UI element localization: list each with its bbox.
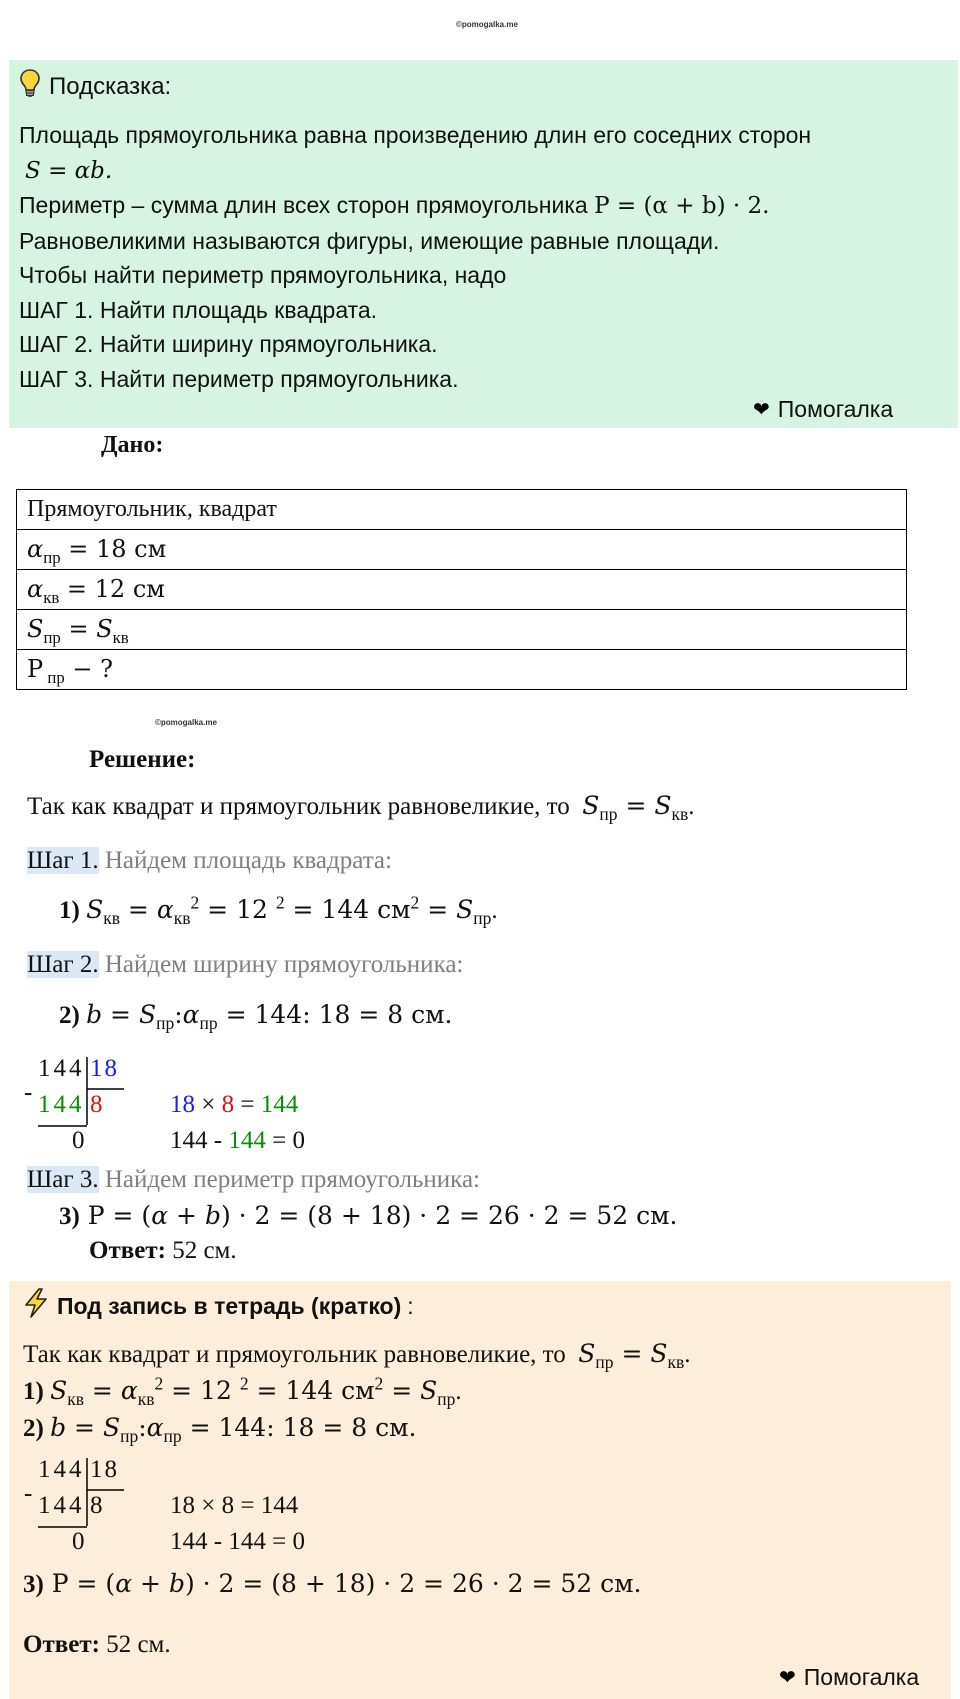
notebook-long-division: - 144 18 144 8 0 18 × 8 = 144 144 - 144 = 0 bbox=[24, 1456, 344, 1566]
lightbulb-icon bbox=[19, 68, 41, 105]
heart-icon: ❤ bbox=[779, 1667, 796, 1689]
hint-line-equal-area: Равновеликими называются фигуры, имеющие равные площади. bbox=[19, 227, 720, 254]
given-row: $\alpha_{кв} = 12$ см bbox=[17, 570, 907, 610]
heart-icon: ❤ bbox=[753, 399, 770, 421]
step-2-heading: Шаг 2. Найдем ширину прямоугольника: bbox=[27, 951, 464, 978]
notebook-calc-1: 1) $S_{кв} = \alpha_{кв}^2 = 12$ $^2$ = 144 $см^2 = S_{пр}$. bbox=[23, 1373, 462, 1409]
calc-3: 3) Р = (α + b) · 2 = (8 + 18) · 2 = 26 · 2 = 52 см. bbox=[59, 1201, 678, 1230]
hint-step-2: ШАГ 2. Найти ширину прямоугольника. bbox=[19, 331, 438, 357]
solution-intro: Так как квадрат и прямоугольник равновеликие, то $S_{пр} = S_{кв}$. bbox=[27, 791, 695, 824]
given-row: $S_{пр} = S_{кв}$ bbox=[17, 610, 907, 650]
notebook-check-1: 18 × 8 = 144 bbox=[170, 1492, 299, 1519]
hint-line-intro-steps: Чтобы найти периметр прямоугольника, надо bbox=[19, 262, 507, 288]
given-row: Р $_{пр}$ − ? bbox=[17, 650, 907, 690]
perimeter-formula: Р = (α + b) · 2. bbox=[594, 193, 770, 219]
step-1-heading: Шаг 1. Найдем площадь квадрата: bbox=[27, 847, 392, 874]
given-table bbox=[16, 489, 907, 690]
lightning-icon bbox=[21, 1287, 51, 1325]
brand-notebook: ❤ Помогалка bbox=[779, 1664, 920, 1690]
hint-step-1: ШАГ 1. Найти площадь квадрата. bbox=[19, 296, 378, 323]
given-row: Прямоугольник, квадрат bbox=[17, 490, 907, 530]
notebook-intro: Так как квадрат и прямоугольник равновеликие, то $S_{пр} = S_{кв}$. bbox=[23, 1339, 691, 1372]
hint-text bbox=[19, 118, 811, 396]
given-row: $\alpha_{пр} = 18$ см bbox=[17, 530, 907, 570]
hint-title bbox=[19, 68, 171, 105]
brand-hint: ❤ Помогалка bbox=[753, 396, 894, 422]
notebook-calc-2: 2) $b = S_{пр}:\alpha_{пр} = 144$: 18 = 8 см. bbox=[23, 1413, 417, 1446]
calc-2: 2) $b = S_{пр}:\alpha_{пр} = 144$: 18 = 8 см. bbox=[59, 1000, 453, 1033]
notebook-division-lines bbox=[24, 1456, 134, 1566]
notebook-block bbox=[9, 1281, 951, 1699]
area-formula: S = αb. bbox=[25, 157, 113, 184]
notebook-title: Под запись в тетрадь (кратко) : bbox=[21, 1287, 414, 1325]
hint-title-text: Подсказка: bbox=[49, 72, 172, 100]
division-lines bbox=[24, 1055, 134, 1165]
division-check-2: 144 - 144 = 0 bbox=[170, 1127, 305, 1154]
hint-block bbox=[9, 60, 958, 428]
step-3-heading: Шаг 3. Найдем периметр прямоугольника: bbox=[27, 1166, 480, 1193]
hint-line-perimeter: Периметр – сумма длин всех сторон прямоугольника Р = (α + b) · 2. bbox=[19, 192, 770, 219]
notebook-calc-3: 3) Р = (α + b) · 2 = (8 + 18) · 2 = 26 · 2 = 52 см. bbox=[23, 1569, 642, 1598]
hint-formula-area bbox=[19, 153, 811, 189]
watermark-middle: ©pomogalka.me bbox=[155, 718, 217, 727]
division-check-1: 18 × 8 = 144 bbox=[170, 1091, 299, 1118]
long-division: - 144 18 144 8 0 18 × 8 = 144 144 - 144 = 0 bbox=[24, 1055, 344, 1165]
notebook-answer: Ответ: 52 см. bbox=[23, 1631, 171, 1658]
notebook-check-2: 144 - 144 = 0 bbox=[170, 1528, 305, 1555]
solution-title: Решение: bbox=[89, 746, 196, 773]
given-title: Дано: bbox=[101, 432, 164, 458]
calc-1: 1) $S_{кв} = \alpha_{кв}^2 = 12$ $^2$ = 144 $см^2 = S_{пр}$. bbox=[59, 892, 498, 928]
answer: Ответ: 52 см. bbox=[89, 1237, 237, 1264]
hint-line-area: Площадь прямоугольника равна произведению длин его соседних сторон bbox=[19, 122, 812, 148]
watermark-top: ©pomogalka.me bbox=[456, 20, 518, 29]
hint-step-3: ШАГ 3. Найти периметр прямоугольника. bbox=[19, 365, 459, 392]
